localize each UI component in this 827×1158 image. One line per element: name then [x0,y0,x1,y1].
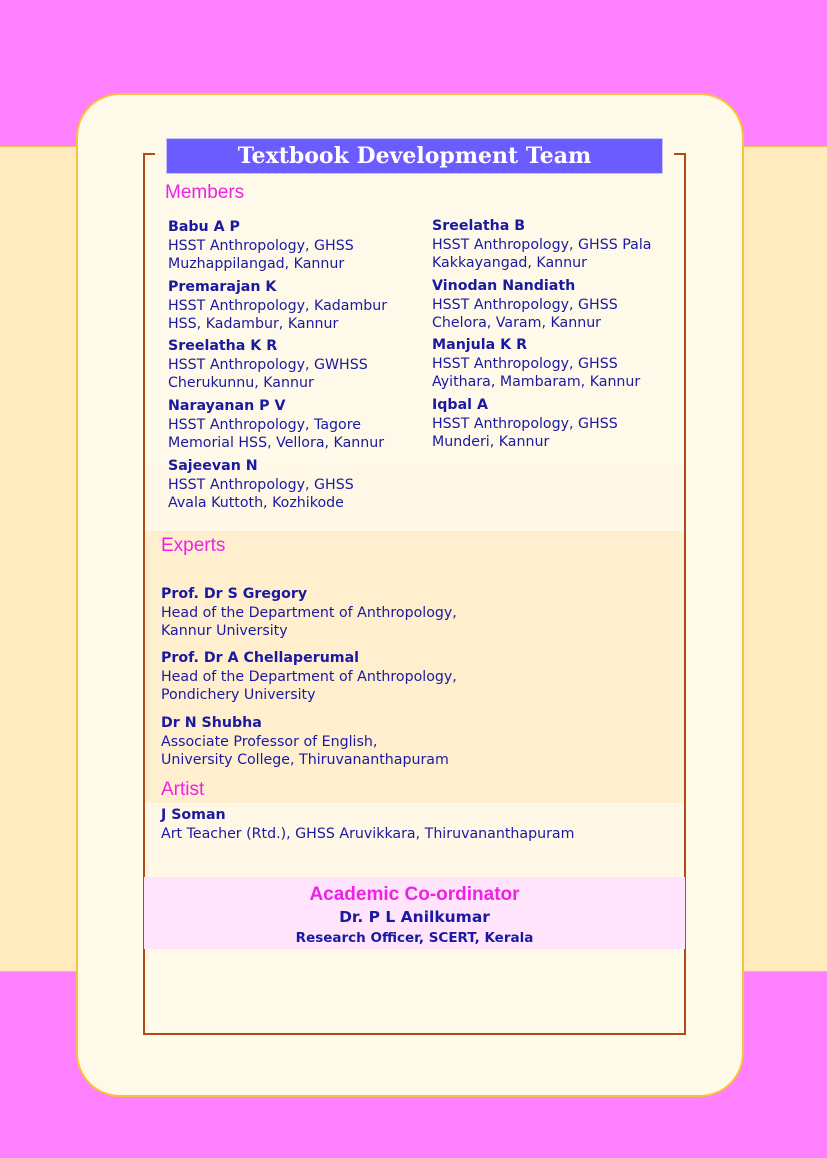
artist-heading: Artist [161,779,205,800]
artist-name: J Soman [161,807,226,823]
member-entry [432,277,618,333]
member-entry [432,217,651,273]
member-line: HSST Anthropology, GHSS [168,237,354,254]
member-entry [432,396,618,452]
member-entry [168,457,354,513]
member-line: HSST Anthropology, GHSS [432,296,618,313]
member-name: Premarajan K [168,279,277,295]
member-name: Sreelatha B [432,218,526,234]
member-entry [168,397,384,453]
member-line: Muzhappilangad, Kannur [168,256,345,272]
expert-line: Head of the Department of Anthropology, [161,668,457,685]
member-line: Memorial HSS, Vellora, Kannur [168,435,385,451]
member-entry [168,337,368,393]
members-heading: Members [165,182,245,203]
member-line: HSST Anthropology, GHSS [168,476,354,493]
member-line: Chelora, Varam, Kannur [432,315,602,331]
frame-corner-right [674,153,686,155]
expert-line: Pondichery University [161,687,316,703]
coordinator-name: Dr. P L Anilkumar [339,908,490,926]
member-entry [432,336,640,392]
expert-name: Prof. Dr A Chellaperumal [161,650,360,666]
member-line: Cherukunnu, Kannur [168,375,314,391]
expert-entry [161,649,457,705]
member-name: Babu A P [168,219,240,235]
member-line: Munderi, Kannur [432,434,550,450]
expert-entry [161,714,449,770]
member-line: Ayithara, Mambaram, Kannur [432,374,641,390]
member-name: Manjula K R [432,337,527,353]
coordinator-box [144,877,685,949]
artist-entry [161,806,574,843]
member-name: Vinodan Nandiath [432,278,576,294]
member-line: HSST Anthropology, Kadambur [168,297,388,314]
member-entry [168,278,387,334]
title-bar [166,138,663,174]
member-name: Sreelatha K R [168,338,278,354]
member-name: Narayanan P V [168,398,286,414]
expert-name: Dr N Shubha [161,715,262,731]
member-line: HSST Anthropology, GHSS Pala [432,236,652,253]
expert-line: University College, Thiruvananthapuram [161,752,449,768]
expert-line: Associate Professor of English, [161,733,378,750]
member-line: HSST Anthropology, GHSS [432,415,618,432]
experts-heading: Experts [161,535,226,556]
member-name: Sajeevan N [168,458,258,474]
coordinator-heading: Academic Co-ordinator [309,884,520,905]
expert-line: Kannur University [161,623,288,639]
frame-corner-left [143,153,155,155]
member-line: HSST Anthropology, GHSS [432,355,618,372]
expert-entry [161,585,457,641]
member-line: Kakkayangad, Kannur [432,255,587,271]
member-name: Iqbal A [432,397,488,413]
expert-name: Prof. Dr S Gregory [161,586,308,602]
coordinator-role: Research Officer, SCERT, Kerala [295,930,534,946]
member-line: Avala Kuttoth, Kozhikode [168,495,344,511]
artist-line: Art Teacher (Rtd.), GHSS Aruvikkara, Thiruvananthapuram [161,825,575,842]
expert-line: Head of the Department of Anthropology, [161,604,457,621]
member-line: HSS, Kadambur, Kannur [168,316,339,332]
page-title: Textbook Development Team [237,143,592,169]
member-entry [168,218,354,274]
member-line: HSST Anthropology, Tagore [168,416,361,433]
member-line: HSST Anthropology, GWHSS [168,356,368,373]
